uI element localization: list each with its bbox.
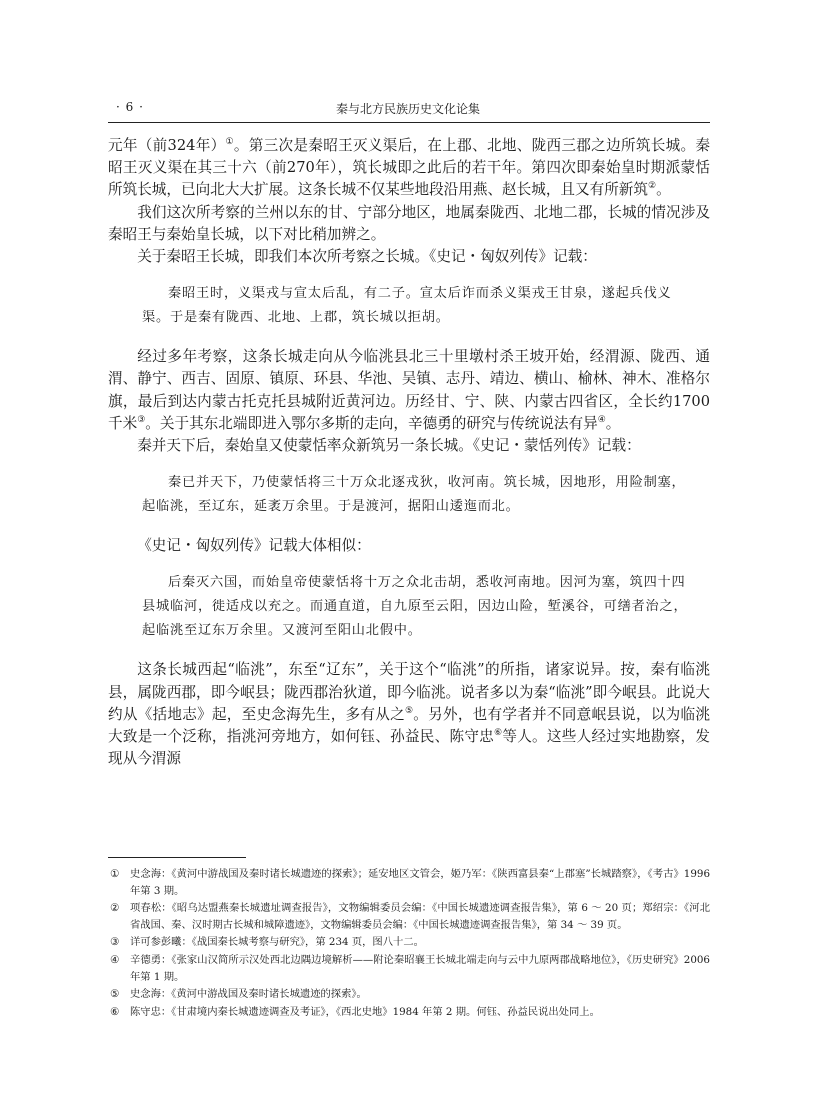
block-quote-1 — [108, 282, 710, 330]
paragraph-3: 关于秦昭王长城，即我们本次所考察之长城。《史记・匈奴列传》记载： — [137, 248, 597, 266]
running-title: 秦与北方民族历史文化论集 — [335, 102, 480, 116]
paragraph-2: 我们这次所考察的兰州以东的甘、宁部分地区，地属秦陇西、北地二郡，长城的情况涉及秦昭王与秦始皇长城，以下对比稍加辨之。 — [108, 203, 710, 243]
paragraph-6: 《史记・匈奴列传》记载大体相似： — [137, 537, 371, 555]
footnote-3 — [108, 934, 710, 951]
footnote-text: 详可参彭曦：《战国秦长城考察与研究》，第 234 页，图八十二。 — [130, 936, 424, 949]
running-header — [108, 96, 708, 120]
text-run: 元年（前324年） — [108, 137, 226, 154]
text-run: 。 — [605, 414, 621, 432]
quote-line: 秦昭王时，义渠戎与宣太后乱，有二子。宣太后诈而杀义渠戎王甘泉，遂起兵伐义 — [168, 286, 672, 302]
footnote-text: 陈守忠：《甘肃境内秦长城遗迹调查及考证》，《西北史地》1984 年第 2 期。何钰、孙益民说出处同上。 — [130, 1005, 600, 1018]
footnote-text: 史念海：《黄河中游战国及秦时诸长城遗迹的探索》。 — [130, 988, 367, 1001]
footnote-rule — [108, 857, 246, 858]
footnote-ref-6[interactable]: ⑥ — [494, 728, 503, 739]
text-run: 。另外，也有学者并不同意岷县说，以为临洮大致是一个泛称，指洮河旁地方，如何钰、孙益民、陈守忠 — [108, 705, 710, 746]
block-quote-2 — [108, 471, 710, 519]
footnote-ref-5[interactable]: ⑤ — [404, 705, 414, 716]
footnote-1 — [108, 866, 710, 899]
footnote-mark: ⑤ — [110, 988, 120, 1001]
footnote-mark: ② — [110, 902, 120, 915]
paragraph-5: 秦并天下后，秦始皇又使蒙恬率众新筑另一条长城。《史记・蒙恬列传》记载： — [137, 437, 641, 455]
footnote-ref-2[interactable]: ② — [647, 181, 657, 192]
footnote-mark: ⑥ — [110, 1005, 120, 1018]
text-run: 经过多年考察，这条长城走向从今临洮县北三十里墩村杀王坡开始，经渭源、陇西、通渭、静宁、西吉、固原、镇原、环县、华池、吴镇、志丹、靖边、横山、榆林、神木、准格尔旗，最后到达内蒙古托克托县城附近黄河边。历经甘、宁、陕、内蒙古四省区，全长约1700千米 — [108, 348, 710, 432]
footnote-text: 史念海：《黄河中游战国及秦时诸长城遗迹的探索》；延安地区文管会，姬乃军：《陕西富县秦“上郡塞”长城踏察》，《考古》1996 年第 3 期。 — [130, 868, 710, 897]
footnote-ref-3[interactable]: ③ — [137, 414, 146, 425]
paragraph-1 — [108, 135, 710, 202]
quote-line: 秦已并天下，乃使蒙恬将三十万众北逐戎狄，收河南。筑长城，因地形，用险制塞， — [168, 475, 686, 491]
text-run: 。第三次是秦昭王灭义渠后，在上郡、北地、陇西三郡之边所筑长城。秦昭王灭义渠在其三十六（前270年），筑长城即之此后的若干年。第四次即秦始皇时期派蒙恬所筑长城，已向北大大扩展。这条长城不仅某些地段沿用燕、赵长城，且又有所新筑 — [108, 137, 710, 199]
quote-line: 渠。于是秦有陇西、北地、上郡，筑长城以拒胡。 — [142, 310, 450, 326]
text-run: 。 — [656, 181, 671, 199]
footnote-4 — [108, 952, 710, 985]
footnote-ref-1[interactable]: ① — [225, 137, 234, 148]
footnote-6 — [108, 1004, 710, 1021]
main-text — [108, 135, 710, 770]
quote-line: 起临洮至辽东万余里。又渡河至阳山北假中。 — [142, 623, 422, 639]
footnote-mark: ④ — [110, 953, 120, 966]
quote-line: 起临洮，至辽东，延袤万余里。于是渡河，据阳山逶迤而北。 — [142, 499, 520, 515]
footnote-2 — [108, 900, 710, 933]
page-number: · 6 · — [116, 100, 144, 114]
header-rule — [108, 122, 710, 123]
text-run: 这条长城西起“临洮”，东至“辽东”，关于这个“临洮”的所指，诸家说异。按，秦有临洮县，属陇西郡，即今岷县；陇西郡治狄道，即今临洮。说者多以为秦“临洮”即今岷县。此说大约从《括地志》起，至史念海先生，多有从之 — [108, 661, 710, 723]
paragraph-4 — [108, 346, 710, 435]
footnote-mark: ① — [110, 868, 120, 880]
footnote-text: 辛德勇：《张家山汉简所示汉处西北边隅边境解析——附论秦昭襄王长城北端走向与云中九原两郡战略地位》，《历史研究》2006 年第 1 期。 — [130, 953, 710, 983]
footnotes — [108, 866, 710, 1021]
footnote-ref-4[interactable]: ④ — [597, 414, 606, 425]
text-run: 。关于其东北端即进入鄂尔多斯的走向，辛德勇的研究与传统说法有异 — [145, 414, 598, 432]
quote-line: 后秦灭六国，而始皇帝使蒙恬将十万之众北击胡，悉收河南地。因河为塞，筑四十四 — [168, 575, 686, 591]
footnote-mark: ③ — [110, 936, 120, 949]
block-quote-3 — [108, 571, 710, 643]
paragraph-7 — [108, 659, 710, 770]
footnote-5 — [108, 986, 710, 1003]
quote-line: 县城临河，徙适戍以充之。而通直道，自九原至云阳，因边山险，堑溪谷，可缮者治之， — [142, 599, 688, 615]
text-run: 等人。这些人经过实地勘察，发现从今渭源 — [108, 728, 710, 768]
footnote-text: 项春松：《昭乌达盟燕秦长城遗址调查报告》，文物编辑委员会编：《中国长城遗迹调查报告集》，第 6 ～ 20 页；郑绍宗：《河北省战国、秦、汉时期古长城和城障遗迹》，文物编辑委员会编：《中国长城遗迹调查报告集》，第 34 ～ 39 页。 — [130, 902, 710, 931]
